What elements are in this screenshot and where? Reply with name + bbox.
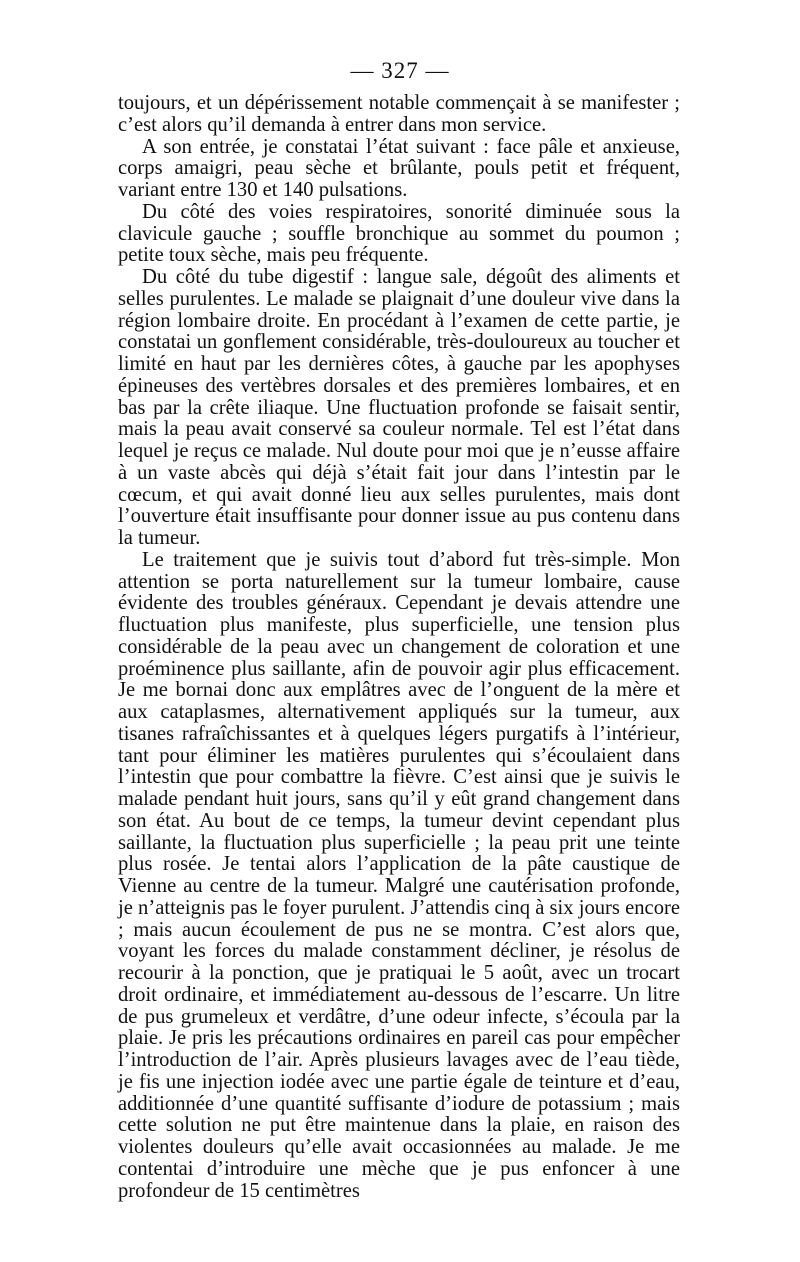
paragraph-respiratory: Du côté des voies respiratoires, sonorité diminuée sous la clavicule gauche ; souffle bronchique au sommet du poumon ; petite toux sèche, mais peu fréquente. xyxy=(118,200,680,267)
page-number: — 327 — xyxy=(350,58,450,83)
paragraph-admission-state: A son entrée, je constatai l’état suivant : face pâle et anxieuse, corps amaigri, peau sèche et brûlante, pouls petit et fréquent, variant entre 130 et 140 pulsations. xyxy=(118,135,680,201)
paragraph-continuation: toujours, et un dépérissement notable commençait à se manifester ; c’est alors qu’il demanda à entrer dans mon service. xyxy=(118,92,680,136)
paragraph-digestive: Du côté du tube digestif : langue sale, dégoût des aliments et selles purulentes. Le malade se plaignait d’une douleur vive dans la région lombaire droite. En procédant à l’examen de cette partie, je constatai un gonflement considérable, très-douloureux au toucher et limité en haut par les dernières côtes, à gauche par les apophyses épineuses des vertèbres dorsales et des premières lombaires, et en bas par la crête iliaque. Une fluctuation profonde se faisait sentir, mais la peau avait conservé sa couleur normale. Tel est l’état dans lequel je reçus ce malade. Nul doute pour moi que je n’eusse affaire à un vaste abcès qui déjà s’était fait jour dans l’intestin par le cœcum, et qui avait donné lieu aux selles purulentes, mais dont l’ouverture était insuffisante pour donner issue au pus contenu dans la tumeur. xyxy=(118,266,680,549)
page-body xyxy=(118,93,680,1202)
paragraph-treatment: Le traitement que je suivis tout d’abord fut très-simple. Mon attention se porta naturellement sur la tumeur lombaire, cause évidente des troubles généraux. Cependant je devais attendre une fluctuation plus manifeste, plus superficielle, une tension plus considérable de la peau avec un changement de coloration et une proéminence plus saillante, afin de pouvoir agir plus efficacement. Je me bornai donc aux emplâtres avec de l’onguent de la mère et aux cataplasmes, alternativement appliqués sur la tumeur, aux tisanes rafraîchissantes et à quelques légers purgatifs à l’intérieur, tant pour éliminer les matières purulentes qui s’écoulaient dans l’intestin que pour combattre la fièvre. C’est ainsi que je suivis le malade pendant huit jours, sans qu’il y eût grand changement dans son état. Au bout de ce temps, la tumeur devint cependant plus saillante, la fluctuation plus superficielle ; la peau prit une teinte plus rosée. Je tentai alors l’application de la pâte caustique de Vienne au centre de la tumeur. Malgré une cautérisation profonde, je n’atteignis pas le foyer purulent. J’attendis cinq à six jours encore ; mais aucun écoulement de pus ne se montra. C’est alors que, voyant les forces du malade constamment décliner, je résolus de recourir à la ponction, que je pratiquai le 5 août, avec un trocart droit ordinaire, et immédiatement au-dessous de l’escarre. Un litre de pus grumeleux et verdâtre, d’une odeur infecte, s’écoula par la plaie. Je pris les précautions ordinaires en pareil cas pour empêcher l’introduction de l’air. Après plusieurs lavages avec de l’eau tiède, je fis une injection iodée avec une partie égale de teinture et d’eau, additionnée d’une quantité suffisante d’iodure de potassium ; mais cette solution ne put être maintenue dans la plaie, en raison des violentes douleurs qu’elle avait occasionnées au malade. Je me contentai d’introduire une mèche que je pus enfoncer à une profondeur de 15 centimètres xyxy=(118,548,680,1202)
